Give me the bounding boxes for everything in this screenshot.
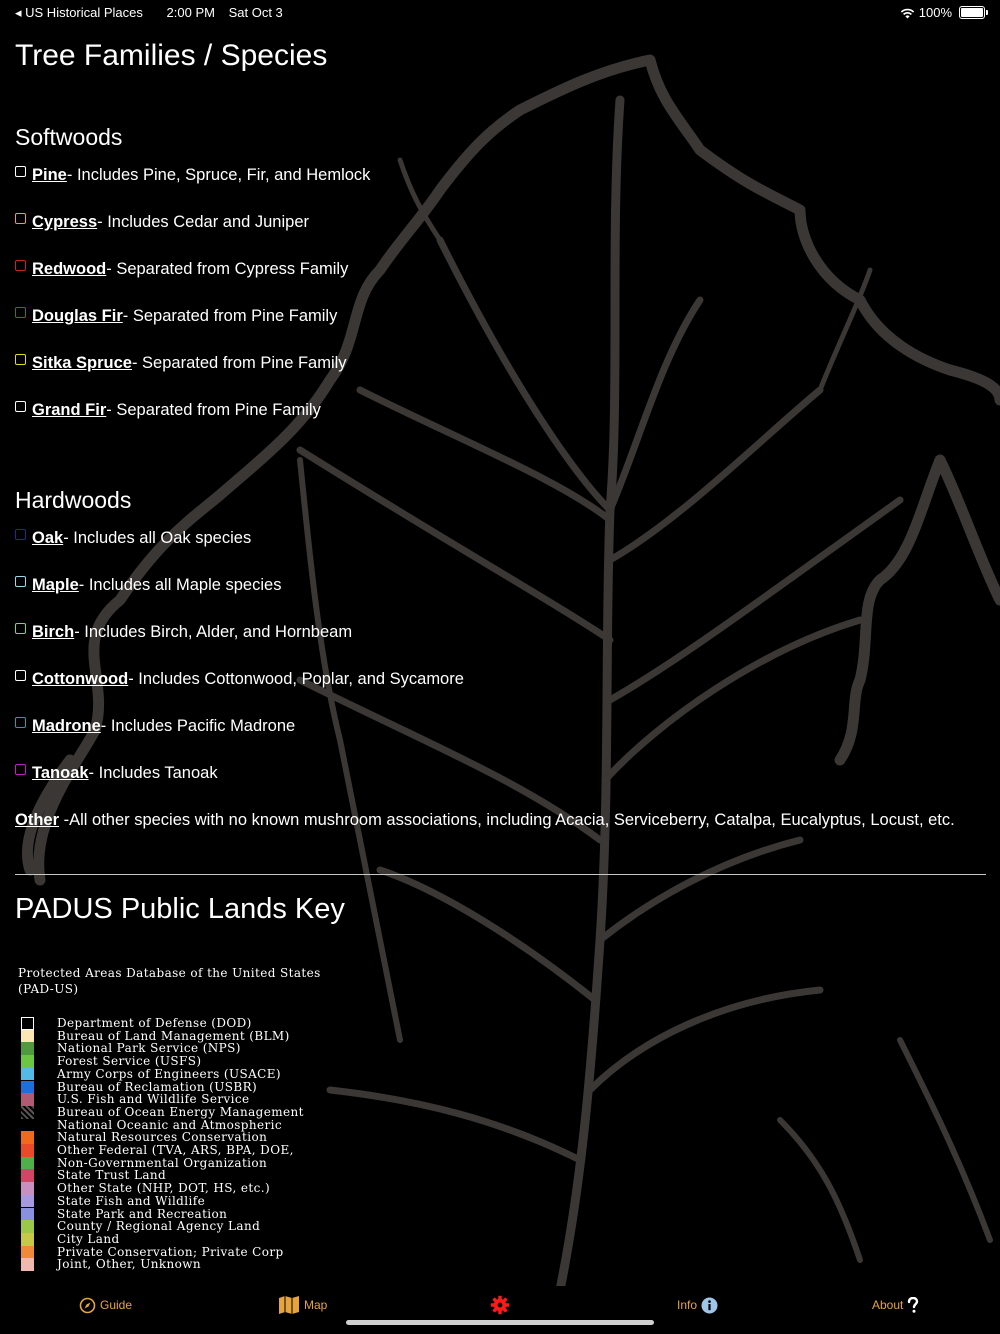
back-to-app-link[interactable]: ◂ US Historical Places [15,5,143,20]
grand-fir-checkbox[interactable] [15,401,26,412]
tanoak-description: - Includes Tanoak [88,764,218,782]
tab-about[interactable] [872,1290,919,1320]
legend-title: Protected Areas Database of the United States (PAD-US) [18,966,321,996]
legend-item [21,1017,252,1030]
legend-label: Army Corps of Engineers (USACE) [57,1066,282,1081]
legend-label: National Oceanic and Atmospheric [57,1117,283,1132]
sitka-spruce-link[interactable]: Sitka Spruce [32,354,132,372]
padus-heading: PADUS Public Lands Key [15,893,345,925]
legend-item [21,1195,205,1208]
home-indicator[interactable] [346,1320,654,1325]
cypress-checkbox[interactable] [15,213,26,224]
cypress-description: - Includes Cedar and Juniper [97,213,309,231]
battery-icon [959,6,985,19]
legend-label: Joint, Other, Unknown [57,1257,202,1272]
legend-swatch [21,1042,34,1055]
madrone-description: - Includes Pacific Madrone [100,717,296,735]
legend-item [21,1220,260,1233]
legend-label: State Fish and Wildlife [57,1193,206,1208]
madrone-link[interactable]: Madrone [32,717,101,735]
legend-swatch [21,1258,34,1271]
legend-swatch [21,1131,34,1144]
species-row-cypress [15,211,309,233]
legend-swatch [21,1195,34,1208]
pine-description: - Includes Pine, Spruce, Fir, and Hemlock [66,166,371,184]
tab-settings[interactable] [490,1290,514,1320]
softwoods-heading: Softwoods [15,124,123,150]
question-icon [907,1297,919,1314]
pine-link[interactable]: Pine [32,166,67,184]
tab-map[interactable] [278,1290,327,1320]
legend-swatch [21,1220,34,1233]
legend-label: Natural Resources Conservation [57,1130,268,1145]
legend-swatch [21,1182,34,1195]
tab-info-label: Info [677,1298,698,1312]
tanoak-link[interactable]: Tanoak [32,764,89,782]
douglas-fir-checkbox[interactable] [15,307,26,318]
species-row-pine [15,164,370,186]
status-time: 2:00 PM [166,5,215,20]
maple-link[interactable]: Maple [32,576,79,594]
legend-swatch [21,1157,34,1170]
legend-item [21,1106,304,1119]
legend-swatch [21,1093,34,1106]
tab-info[interactable] [677,1290,718,1320]
legend-label: Private Conservation; Private Corp [57,1244,284,1259]
species-row-douglas-fir [15,305,337,327]
legend-label: National Park Service (NPS) [57,1041,241,1056]
legend-label: Department of Defense (DOD) [57,1016,252,1030]
status-date: Sat Oct 3 [228,5,283,20]
birch-description: - Includes Birch, Alder, and Hornbeam [74,623,353,641]
legend-label: Other State (NHP, DOT, HS, etc.) [57,1181,271,1196]
douglas-fir-description: - Separated from Pine Family [122,307,338,325]
compass-icon [79,1297,96,1314]
legend-item [21,1182,270,1195]
tab-guide-label: Guide [100,1298,133,1312]
legend-label: City Land [57,1231,120,1246]
legend-swatch [21,1106,34,1119]
redwood-link[interactable]: Redwood [32,260,107,278]
info-icon [701,1297,718,1314]
map-icon [278,1295,300,1315]
sitka-spruce-checkbox[interactable] [15,354,26,365]
legend-label: Bureau of Reclamation (USBR) [57,1079,258,1094]
main-content [15,36,987,1272]
grand-fir-description: - Separated from Pine Family [106,401,321,419]
species-row-grand-fir [15,399,321,421]
species-row-cottonwood [15,668,464,690]
legend-swatch [21,1030,34,1043]
legend-swatch [21,1169,34,1182]
status-bar [0,0,1000,24]
legend-swatch [21,1068,34,1081]
legend-swatch [21,1246,34,1259]
cottonwood-description: - Includes Cottonwood, Poplar, and Sycamore [128,670,464,688]
legend-label: Forest Service (USFS) [57,1054,202,1069]
madrone-checkbox[interactable] [15,717,26,728]
legend-swatch [21,1119,34,1132]
grand-fir-link[interactable]: Grand Fir [32,401,107,419]
legend-swatch [21,1144,34,1157]
legend-label: Bureau of Land Management (BLM) [57,1028,290,1043]
legend-label: County / Regional Agency Land [57,1219,261,1234]
legend-label: State Trust Land [57,1168,167,1183]
tab-about-label: About [872,1298,904,1312]
legend-swatch [21,1208,34,1221]
legend-label: State Park and Recreation [57,1206,228,1221]
gear-icon [490,1295,510,1315]
legend-swatch [21,1055,34,1068]
legend-item [21,1258,201,1271]
redwood-checkbox[interactable] [15,260,26,271]
birch-link[interactable]: Birch [32,623,75,641]
birch-checkbox[interactable] [15,623,26,634]
species-row-oak [15,527,251,549]
battery-percent: 100% [918,5,952,20]
legend-swatch [21,1233,34,1246]
pine-checkbox[interactable] [15,166,26,177]
douglas-fir-link[interactable]: Douglas Fir [32,307,123,325]
redwood-description: - Separated from Cypress Family [106,260,349,278]
back-app-label: US Historical Places [25,5,143,20]
oak-description: - Includes all Oak species [63,529,252,547]
cottonwood-link[interactable]: Cottonwood [32,670,129,688]
species-row-other [15,809,955,831]
legend-label: U.S. Fish and Wildlife Service [57,1092,250,1107]
oak-checkbox[interactable] [15,529,26,540]
other-description: -All other species with no known mushroom associations, including Acacia, Serviceberry, Catalpa, Eucalyptus, Locust, etc. [59,811,955,829]
species-row-redwood [15,258,348,280]
section-divider [15,874,986,875]
tab-bar [0,1286,1000,1334]
legend-label: Bureau of Ocean Energy Management [57,1104,304,1119]
page-title: Tree Families / Species [15,39,328,72]
species-row-madrone [15,715,295,737]
cottonwood-checkbox[interactable] [15,670,26,681]
legend-label: Other Federal (TVA, ARS, BPA, DOE, [57,1143,294,1157]
legend-item [21,1144,294,1157]
tab-map-label: Map [304,1298,328,1312]
legend-item [21,1068,281,1081]
legend-item [21,1055,201,1068]
tanoak-checkbox[interactable] [15,764,26,775]
species-row-tanoak [15,762,218,784]
legend-swatch [21,1017,34,1030]
legend-item [21,1233,120,1246]
legend-swatch [21,1081,34,1094]
other-link[interactable]: Other [15,811,60,829]
species-row-sitka-spruce [15,352,347,374]
hardwoods-heading: Hardwoods [15,487,132,513]
tab-guide[interactable] [79,1290,132,1320]
sitka-spruce-description: - Separated from Pine Family [131,354,347,372]
oak-link[interactable]: Oak [32,529,64,547]
legend-label: Non-Governmental Organization [57,1155,268,1170]
cypress-link[interactable]: Cypress [32,213,98,231]
legend-item [21,1093,250,1106]
maple-description: - Includes all Maple species [78,576,282,594]
maple-checkbox[interactable] [15,576,26,587]
species-row-maple [15,574,281,596]
wifi-icon [900,7,915,19]
species-row-birch [15,621,352,643]
